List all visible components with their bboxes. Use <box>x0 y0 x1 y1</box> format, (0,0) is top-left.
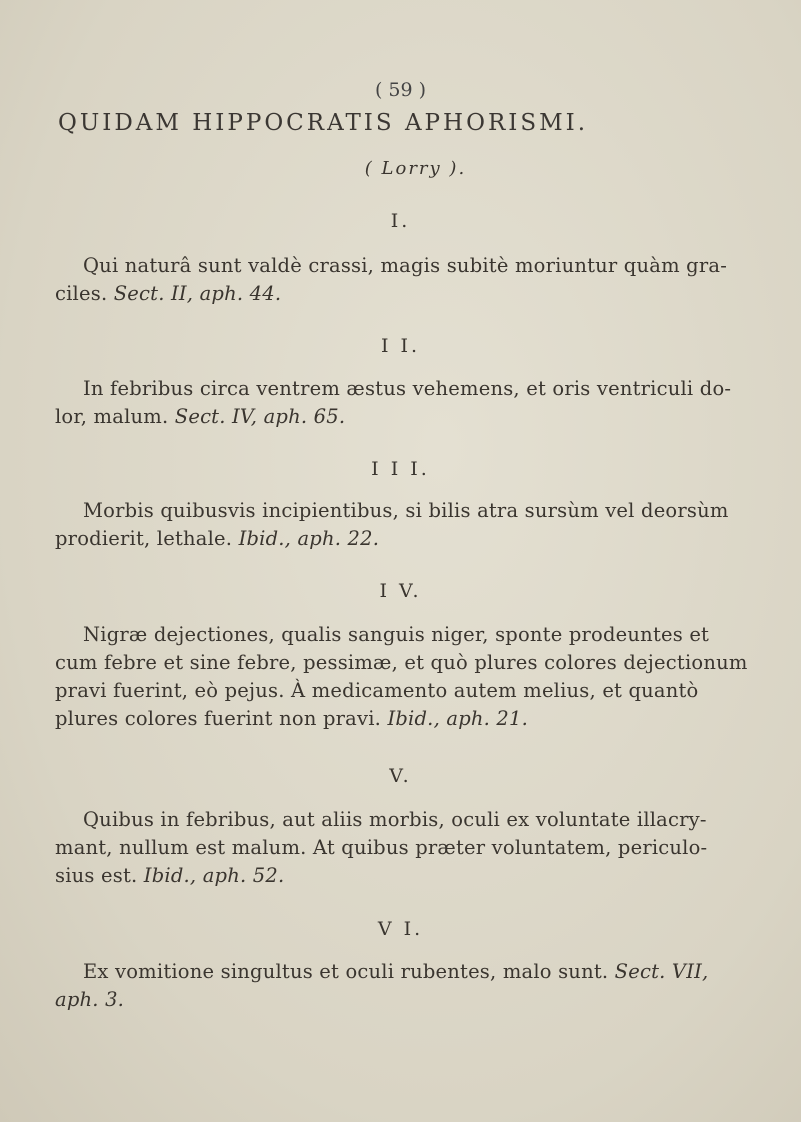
aphorism-reference: Sect. VII, aph. 3. <box>55 960 709 1011</box>
aphorism-number: I I I. <box>371 458 430 480</box>
aphorism-text <box>55 958 750 1014</box>
aphorism-number: I I. <box>380 335 421 357</box>
aphorism-body: Quibus in febribus, aut aliis morbis, oculi ex voluntate illacry- mant, nullum est malum. At quibus præter voluntatem, periculo- sius est. <box>55 808 708 887</box>
page-number: ( 59 ) <box>374 79 427 101</box>
aphorism-body: Ex vomitione singultus et oculi rubentes, malo sunt. <box>83 960 609 983</box>
aphorism-number: V I. <box>377 918 424 940</box>
aphorism-text <box>55 252 750 308</box>
aphorism-body: In febribus circa ventrem æstus vehemens, et oris ventriculi do- lor, malum. <box>55 377 732 428</box>
aphorism-number: I V. <box>379 580 422 602</box>
aphorism-body: Qui naturâ sunt valdè crassi, magis subitè moriuntur quàm gra- ciles. <box>55 254 727 305</box>
aphorism-reference: Ibid., aph. 22. <box>238 527 380 550</box>
aphorism-text <box>55 621 750 733</box>
aphorism-text <box>55 806 750 890</box>
aphorism-reference: Sect. II, aph. 44. <box>113 282 282 305</box>
aphorism-reference: Ibid., aph. 52. <box>143 864 285 887</box>
author-attribution: ( Lorry ). <box>364 158 467 179</box>
page-title: QUIDAM HIPPOCRATIS APHORISMI. <box>58 110 589 136</box>
aphorism-reference: Ibid., aph. 21. <box>387 707 529 730</box>
aphorism-body: Nigræ dejectiones, qualis sanguis niger, sponte prodeuntes et cum febre et sine febre, pessimæ, et quò plures colores dejectionum pravi fuerint, eò pejus. À medicamento autem melius, et quantò plures colores fuerint non pravi. <box>55 623 748 730</box>
aphorism-number: V. <box>389 765 412 787</box>
aphorism-number: I. <box>390 210 411 232</box>
aphorism-body: Morbis quibusvis incipientibus, si bilis atra sursùm vel deorsùm prodierit, lethale. <box>55 499 729 550</box>
aphorism-text <box>55 497 750 553</box>
aphorism-text <box>55 375 750 431</box>
aphorism-reference: Sect. IV, aph. 65. <box>174 405 346 428</box>
